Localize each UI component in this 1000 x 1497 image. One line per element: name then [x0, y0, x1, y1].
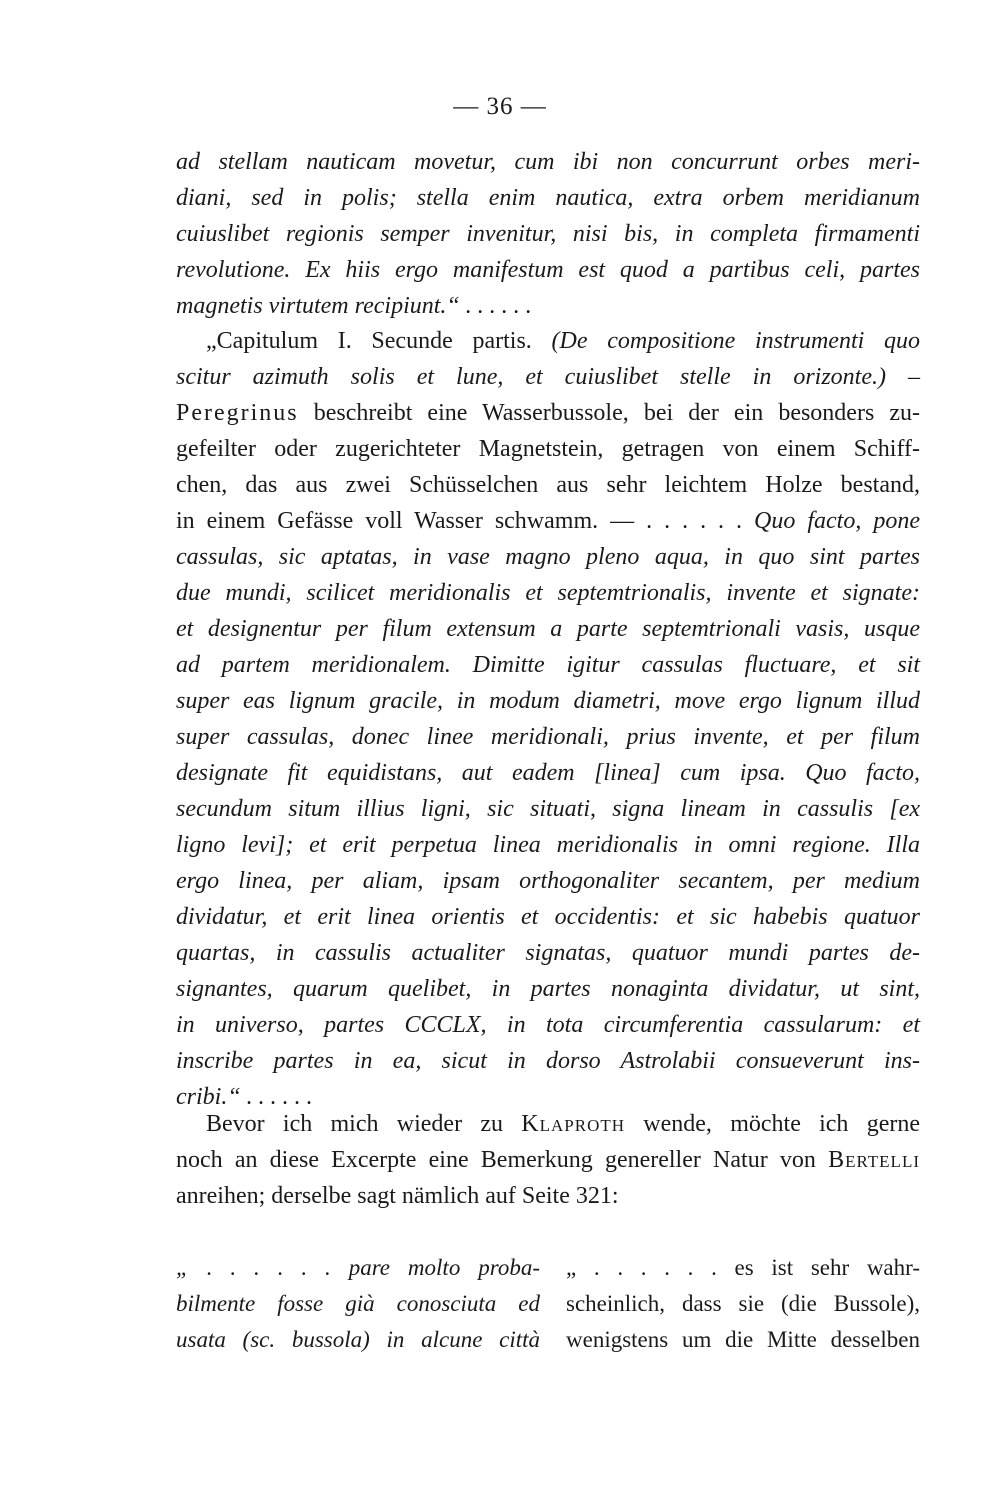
german-translation-column: [566, 1250, 920, 1358]
author-name-peregrinus: Peregrinus: [176, 400, 299, 426]
paragraph-line: chen, das aus zwei Schüsselchen aus sehr leichtem Holze bestand,: [176, 472, 920, 498]
paragraph-line: [176, 503, 920, 539]
capitulum-paragraph: [176, 323, 920, 1115]
paragraph-text: noch an diese Excerpte eine Bemerkung genereller Natur von: [176, 1147, 816, 1173]
italian-quote-line: „ . . . . . . pare molto proba-: [176, 1255, 540, 1280]
quote-line: revolutione. Ex hiis ergo manifestum est quod a partibus celi, partes: [176, 257, 920, 283]
page-number: — 36 —: [453, 93, 547, 120]
paragraph-line: [176, 1106, 920, 1142]
german-translation-line: wenigstens um die Mitte desselben: [566, 1327, 920, 1352]
paragraph-line: scitur azimuth solis et lune, et cuiuslibet stelle in orizonte.) –: [176, 364, 920, 390]
quote-line: inscribe partes in ea, sicut in dorso Astrolabii consueverunt ins-: [176, 1048, 920, 1074]
quote-line: secundum situm illius ligni, sic situati, signa lineam in cassulis [ex: [176, 796, 920, 822]
quote-line: cassulas, sic aptatas, in vase magno pleno aqua, in quo sint partes: [176, 544, 920, 570]
quote-line: cribi.“ . . . . . .: [176, 1084, 313, 1110]
italian-quote-column: [176, 1250, 540, 1358]
quote-line: et designentur per filum extensum a parte septemtrionali vasis, usque: [176, 616, 920, 642]
quote-line: cuiuslibet regionis semper invenitur, nisi bis, in completa firmamenti: [176, 221, 920, 247]
quote-line: ad stellam nauticam movetur, cum ibi non concurrunt orbes meri-: [176, 149, 920, 175]
italian-quote-line: usata (sc. bussola) in alcune città: [176, 1327, 540, 1352]
quote-line: in universo, partes CCCLX, in tota circumferentia cassularum: et: [176, 1012, 920, 1038]
quote-line: due mundi, scilicet meridionalis et septemtrionalis, invente et signate:: [176, 580, 920, 606]
quote-line: ad partem meridionalem. Dimitte igitur cassulas fluctuare, et sit: [176, 652, 920, 678]
paragraph-line: anreihen; derselbe sagt nämlich auf Seite 321:: [176, 1183, 619, 1209]
latin-quote-block: [176, 144, 920, 324]
paragraph-text: in einem Gefässe voll Wasser schwamm. — . . . . . .: [176, 508, 743, 534]
author-name-bertelli: Bertelli: [828, 1147, 920, 1173]
quote-start-italic: Quo facto, pone: [754, 508, 920, 534]
capitulum-heading: „Capitulum I. Secunde partis.: [206, 328, 532, 354]
quote-line: super eas lignum gracile, in modum diametri, move ergo lignum illud: [176, 688, 920, 714]
quote-line: diani, sed in polis; stella enim nautica, extra orbem meridianum: [176, 185, 920, 211]
quote-line: ligno levi]; et erit perpetua linea meridionalis in omni regione. Illa: [176, 832, 920, 858]
quote-line: signantes, quarum quelibet, in partes nonaginta dividatur, ut sint,: [176, 976, 920, 1002]
german-translation-line: scheinlich, dass sie (die Bussole),: [566, 1291, 920, 1316]
german-translation-line: „ . . . . . . es ist sehr wahr-: [566, 1255, 920, 1280]
quote-line: quartas, in cassulis actualiter signatas, quatuor mundi partes de-: [176, 940, 920, 966]
quote-line: super cassulas, donec linee meridionali, prius invente, et per filum: [176, 724, 920, 750]
author-name-klaproth: Klaproth: [521, 1111, 626, 1137]
quote-line: magnetis virtutem recipiunt.“ . . . . . .: [176, 293, 532, 319]
quote-line: designate fit equidistans, aut eadem [linea] cum ipsa. Quo facto,: [176, 760, 920, 786]
capitulum-title-italic: (De compositione instrumenti quo: [551, 328, 921, 354]
paragraph-line: [176, 1142, 920, 1178]
italian-quote-line: bilmente fosse già conosciuta ed: [176, 1291, 540, 1316]
paragraph-text: beschreibt eine Wasserbussole, bei der ein besonders zu-: [313, 400, 921, 426]
paragraph-text: Bevor ich mich wieder zu: [206, 1111, 503, 1137]
paragraph-line: [176, 323, 920, 359]
paragraph-line: gefeilter oder zugerichteter Magnetstein, getragen von einem Schiff-: [176, 436, 920, 462]
bevor-paragraph: [176, 1106, 920, 1214]
paragraph-text: wende, möchte ich gerne: [643, 1111, 921, 1137]
paragraph-line: [176, 395, 920, 431]
quote-line: dividatur, et erit linea orientis et occidentis: et sic habebis quatuor: [176, 904, 920, 930]
quote-line: ergo linea, per aliam, ipsam orthogonaliter secantem, per medium: [176, 868, 920, 894]
